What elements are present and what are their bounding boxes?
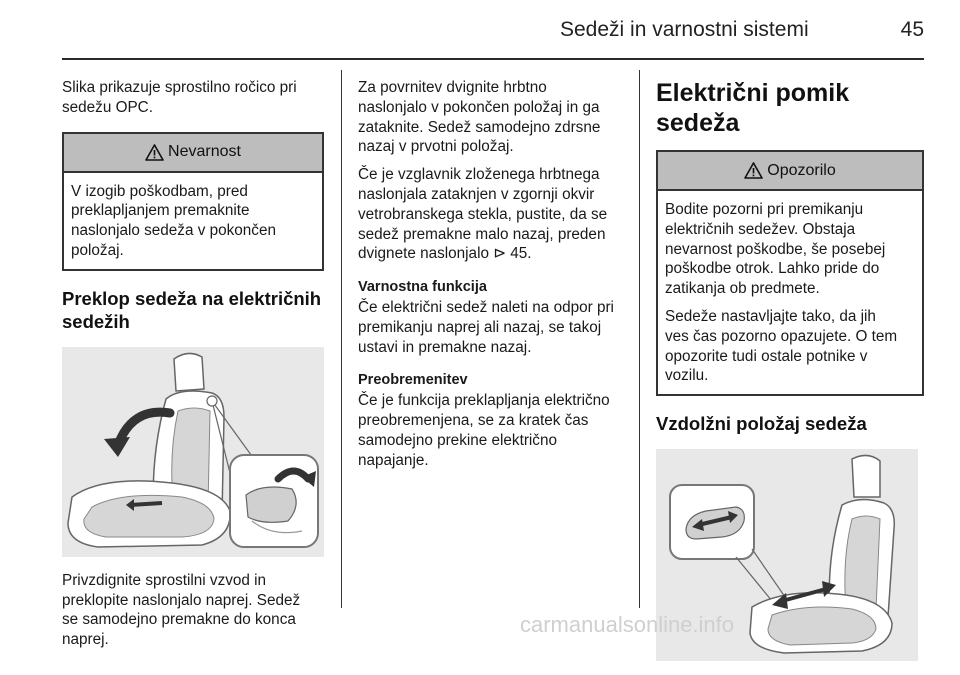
column-3 <box>656 78 924 675</box>
caution-box <box>656 150 924 396</box>
section-heading-electric-seat: Električni pomik sedeža <box>656 79 850 137</box>
header-divider <box>62 58 924 60</box>
caution-box-body <box>658 191 922 394</box>
caution-box-header <box>658 152 922 191</box>
danger-box-header <box>64 134 322 173</box>
section-heading-folding-seat: Preklop sedeža na električnih sedežih <box>62 287 322 332</box>
warning-triangle-icon <box>145 144 164 161</box>
section-heading-longitudinal: Vzdolžni položaj sedeža <box>656 413 867 435</box>
column-2 <box>358 78 628 478</box>
page-number: 45 <box>900 18 924 41</box>
column-divider-2 <box>639 70 640 608</box>
folding-instructions: Privzdignite sprostilni vzvod in preklopite naslonjalo naprej. Sedež se samodejno premakne do konca naprej. <box>62 571 301 649</box>
safety-function-label: Varnostna funkcija <box>358 279 487 296</box>
page-header-title: Sedeži in varnostni sistemi <box>560 18 809 41</box>
column-1 <box>62 78 324 658</box>
return-paragraph: Za povrnitev dvignite hrbtno naslonjalo v pokončen položaj in ga zataknite. Sedež samodejno zdrsne nazaj v prvotni položaj. <box>358 79 601 156</box>
danger-text: V izogib poškodbam, pred preklapljanjem premaknite naslonjalo sedeža v pokončen položaj. <box>71 182 276 259</box>
danger-box <box>62 132 324 271</box>
watermark: carmanualsonline.info <box>520 612 735 637</box>
headrest-paragraph: Če je vzglavnik zloženega hrbtnega naslonjala zataknjen v zgornji okvir vetrobranskega stekla, pustite, da se sedež premakne malo nazaj, preden dvignete naslonjalo ⊳ 45. <box>358 166 608 263</box>
caution-text-2: Sedeže nastavljajte tako, da jih ves čas pozorno opazujete. O tem opozorite tudi ostale potnike v vozilu. <box>665 307 898 385</box>
safety-function-text: Če električni sedež naleti na odpor pri premikanju naprej ali nazaj, se takoj ustavi in premakne nazaj. <box>358 298 614 356</box>
seat-fold-drawing <box>62 347 324 557</box>
caution-text-1: Bodite pozorni pri premikanju električnih sedežev. Obstaja nevarnost poškodbe, še posebej poškodbe otrok. Lahko pride do zatikanja ob predmete. <box>665 201 886 298</box>
caution-title: Opozorilo <box>767 161 836 179</box>
column-divider-1 <box>341 70 342 608</box>
danger-title: Nevarnost <box>168 143 241 161</box>
intro-paragraph: Slika prikazuje sprostilno ročico pri sedežu OPC. <box>62 79 297 116</box>
overload-label: Preobremenitev <box>358 372 468 389</box>
overload-text: Če je funkcija preklapljanja električno preobremenjena, se za kratek čas samodejno prekine električno napajanje. <box>358 392 610 469</box>
danger-box-body <box>64 173 322 269</box>
warning-triangle-icon <box>744 162 763 179</box>
seat-fold-illustration <box>62 347 324 557</box>
